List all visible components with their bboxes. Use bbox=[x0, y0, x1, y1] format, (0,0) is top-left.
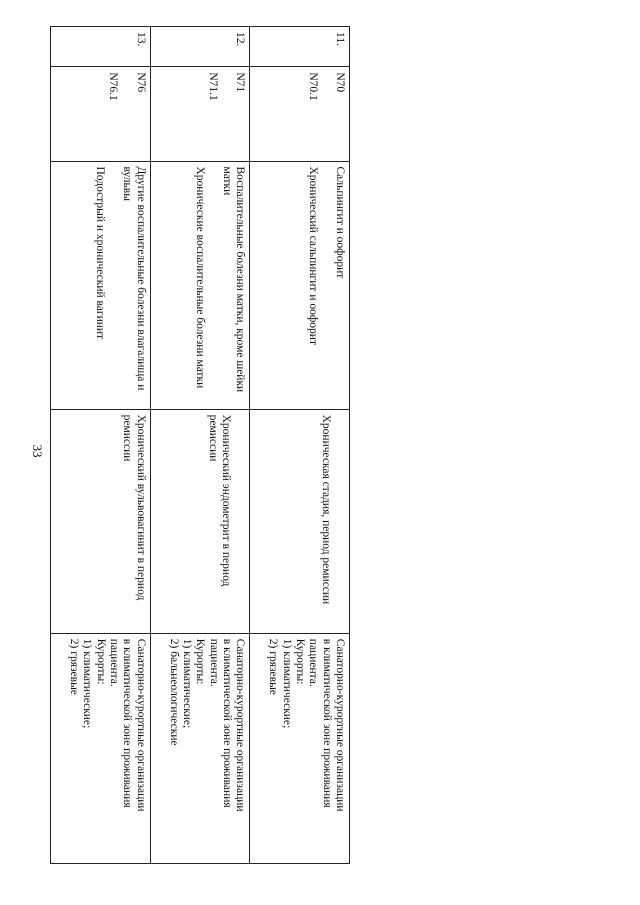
recommendation-line: в климатической зоне проживания bbox=[320, 638, 333, 808]
table-row bbox=[150, 27, 250, 864]
recommendation-cell bbox=[150, 633, 250, 863]
recommendation-line: Санаторно-курортные организации bbox=[234, 638, 247, 812]
recommendation-line: 1) климатические; bbox=[181, 638, 194, 729]
recommendation-line: пациента. bbox=[108, 638, 121, 687]
stage-cell bbox=[51, 409, 151, 633]
disease-stage: Хронический эндометрит в период ремиссии bbox=[207, 414, 233, 587]
disease-subname: Подострый и хронический вагинит bbox=[94, 166, 107, 340]
recommendation-line: 2) грязевые bbox=[68, 638, 81, 695]
recommendation-line: Санаторно-курортные организации bbox=[334, 638, 346, 812]
recommendation-line: 2) бальнеологические bbox=[167, 638, 180, 746]
stage-cell bbox=[250, 409, 350, 633]
table-row bbox=[51, 27, 151, 864]
disease-name: Воспалительные болезни матки, кроме шейки матки bbox=[221, 166, 247, 393]
disease-stage: Хроническая стадия, период ремиссии bbox=[320, 414, 332, 605]
icd-code: N76 bbox=[134, 72, 147, 93]
row-number: 12. bbox=[150, 27, 250, 67]
recommendation-line: Курорты: bbox=[194, 638, 207, 685]
recommendation-line: 2) грязевые bbox=[267, 638, 280, 695]
recommendation-line: пациента. bbox=[307, 638, 320, 687]
recommendation-line: пациента. bbox=[207, 638, 220, 687]
icd-code-cell bbox=[250, 67, 350, 161]
rotated-table-container bbox=[50, 26, 350, 864]
recommendation-line: в климатической зоне проживания bbox=[221, 638, 234, 808]
disease-stage: Хронический вульвовагинит в период ремиссии bbox=[121, 414, 147, 601]
recommendation-cell bbox=[250, 633, 350, 863]
row-number: 11. bbox=[250, 27, 350, 67]
disease-subname: Хронические воспалительные болезни матки bbox=[193, 166, 206, 389]
disease-subname: Хронический сальпингит и оофорит bbox=[306, 166, 319, 345]
recommendation-cell bbox=[51, 633, 151, 863]
recommendation-line: 1) климатические; bbox=[81, 638, 94, 729]
recommendation-line: Курорты: bbox=[294, 638, 307, 685]
table-row bbox=[250, 27, 350, 864]
page-number: 33 bbox=[30, 444, 45, 458]
disease-name: Сальпингит и оофорит bbox=[334, 166, 346, 279]
icd-code: N70 bbox=[334, 72, 346, 93]
recommendation-line: Курорты: bbox=[94, 638, 107, 685]
icd-code-cell bbox=[51, 67, 151, 161]
disease-cell bbox=[150, 161, 250, 409]
disease-name: Другие воспалительные болезни влагалища и вульвы bbox=[121, 166, 147, 391]
icd-code-cell bbox=[150, 67, 250, 161]
stage-cell bbox=[150, 409, 250, 633]
icd-code: N71 bbox=[234, 72, 247, 93]
recommendation-line: 1) климатические; bbox=[280, 638, 293, 729]
recommendation-line: Санаторно-курортные организации bbox=[134, 638, 147, 812]
row-number: 13. bbox=[51, 27, 151, 67]
sanatorium-table bbox=[50, 26, 350, 864]
disease-cell bbox=[51, 161, 151, 409]
icd-subcode: N71.1 bbox=[207, 72, 220, 101]
recommendation-line: в климатической зоне проживания bbox=[121, 638, 134, 808]
disease-cell bbox=[250, 161, 350, 409]
icd-subcode: N70.1 bbox=[306, 72, 319, 101]
icd-subcode: N76.1 bbox=[107, 72, 120, 101]
